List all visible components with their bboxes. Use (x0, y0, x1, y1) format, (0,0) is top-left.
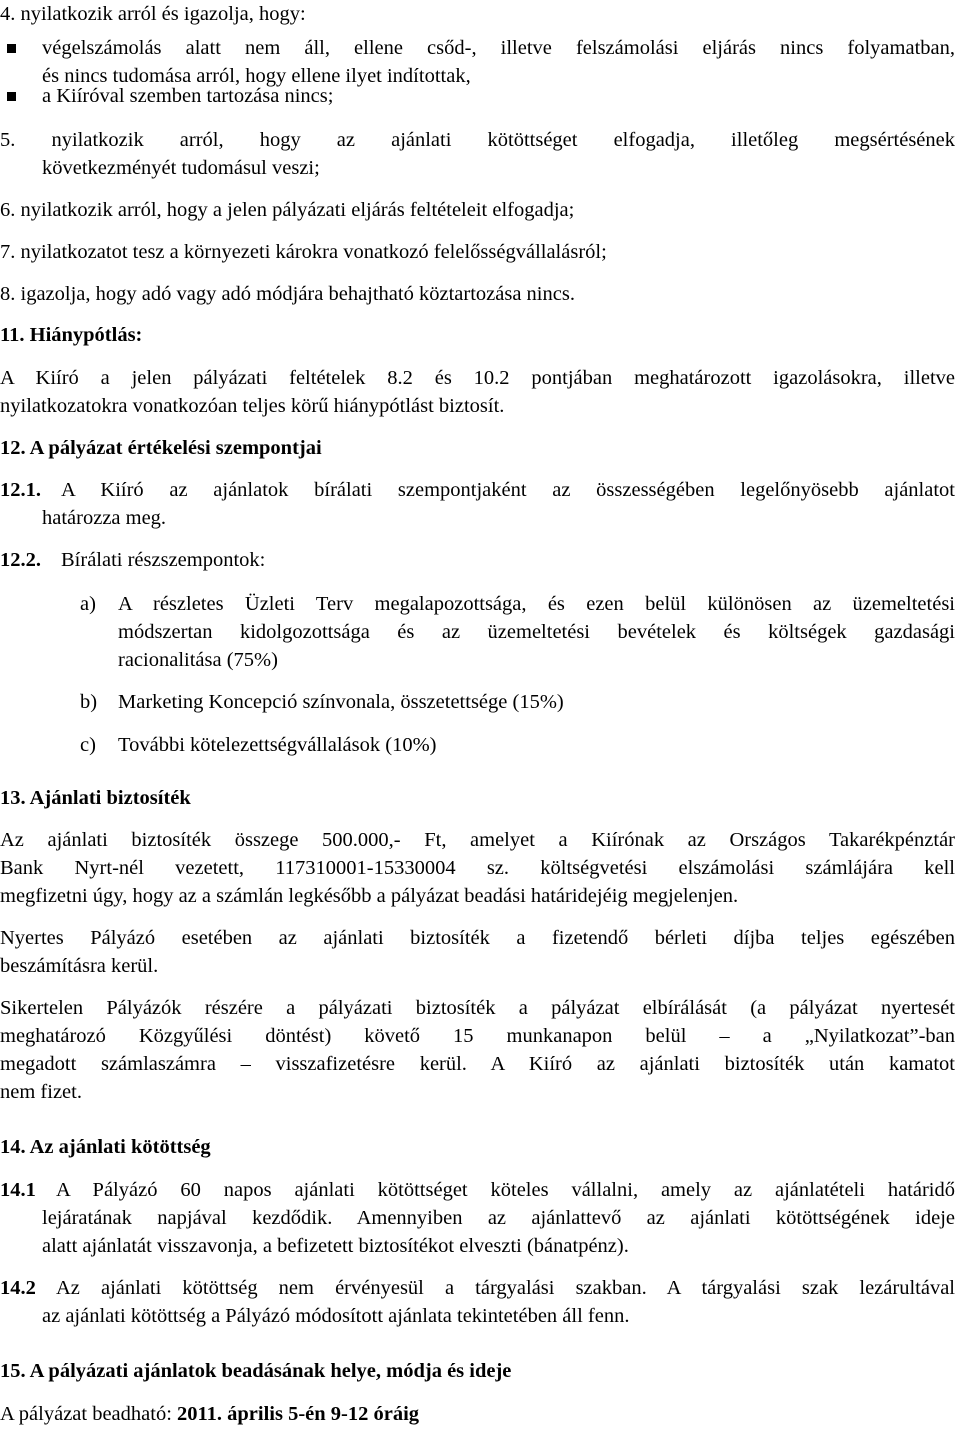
section-13-p3-line-3: megadott számlaszámra – visszafizetésre kerül. A Kiíró az ajánlati biztosíték után kamatot (0, 1053, 955, 1075)
section-13-p2-line-2: beszámításra kerül. (0, 955, 159, 977)
section-13-p1-line-2: Bank Nyrt-nél vezetett, 117310001-15330004 sz. költségvetési elszámolási számlájára kell (0, 857, 955, 879)
criterion-b-letter: b) (80, 691, 98, 713)
bullet-2-line-1: a Kiíróval szemben tartozása nincs; (42, 85, 334, 107)
bullet-square-icon (7, 92, 16, 101)
section-11-line-1: A Kiíró a jelen pályázati feltételek 8.2 és 10.2 pontjában meghatározott igazolásokra, illetve (0, 367, 955, 389)
section-11-line-2: nyilatkozatokra vonatkozóan teljes körű hiánypótlást biztosít. (0, 395, 505, 417)
section-13-p3-line-1: Sikertelen Pályázók részére a pályázati biztosíték a pályázat elbírálását (a pályázat nyertesét (0, 997, 955, 1019)
section-13-p3-line-4: nem fizet. (0, 1081, 82, 1103)
section-13-heading: 13. Ajánlati biztosíték (0, 787, 191, 809)
bullet-1-line-2: és nincs tudomása arról, hogy ellene ilyet indítottak, (42, 65, 471, 87)
item-7-text: 7. nyilatkozatot tesz a környezeti károkra vonatkozó felelősségvállalásról; (0, 241, 607, 263)
submission-deadline (0, 1400, 419, 1428)
section-12-1-number: 12.1. (0, 479, 41, 501)
section-14-1-line-1: A Pályázó 60 napos ajánlati kötöttséget köteles vállalni, amely az ajánlatételi határidő (56, 1179, 955, 1201)
section-13-p2-line-1: Nyertes Pályázó esetében az ajánlati biztosíték a fizetendő bérleti díjba teljes egészében (0, 927, 955, 949)
criterion-a-line-2: módszertan kidolgozottsága és az üzemeltetési bevételek és költségek gazdasági (118, 621, 955, 643)
criterion-c-text: További kötelezettségvállalások (10%) (118, 734, 437, 756)
criterion-c-letter: c) (80, 734, 96, 756)
section-14-1-line-2: lejáratának napjával kezdődik. Amennyiben az ajánlattevő az ajánlati kötöttségének ideje (42, 1207, 955, 1229)
item-5-line-2: következményét tudomásul veszi; (42, 157, 320, 179)
section-12-2-text: Bírálati részszempontok: (61, 549, 266, 571)
section-14-2-line-1: Az ajánlati kötöttség nem érvényesül a tárgyalási szakban. A tárgyalási szak lezárultával (56, 1277, 955, 1299)
section-13-p1-line-3: megfizetni úgy, hogy az a számlán legkésőbb a pályázat beadási határidejéig megjelenjen. (0, 885, 739, 907)
section-14-2-number: 14.2 (0, 1277, 36, 1299)
section-12-2-number: 12.2. (0, 549, 41, 571)
criterion-a-line-3: racionalitása (75%) (118, 649, 278, 671)
item-4-text: 4. nyilatkozik arról és igazolja, hogy: (0, 3, 306, 25)
submission-deadline-value: 2011. április 5-én 9-12 óráig (177, 1403, 420, 1425)
section-12-1-line-2: határozza meg. (42, 507, 167, 529)
section-11-heading: 11. Hiánypótlás: (0, 324, 143, 346)
criterion-a-line-1: A részletes Üzleti Terv megalapozottsága, és ezen belül különösen az üzemeltetési (118, 593, 955, 615)
criterion-b-text: Marketing Koncepció színvonala, összetettsége (15%) (118, 691, 564, 713)
item-8-text: 8. igazolja, hogy adó vagy adó módjára behajtható köztartozása nincs. (0, 283, 575, 305)
section-12-heading: 12. A pályázat értékelési szempontjai (0, 437, 322, 459)
bullet-square-icon (7, 44, 16, 53)
item-5-line-1: 5. nyilatkozik arról, hogy az ajánlati kötöttséget elfogadja, illetőleg megsértésének (0, 129, 955, 151)
section-12-1-line-1: A Kiíró az ajánlatok bírálati szempontjaként az összességében legelőnyösebb ajánlatot (61, 479, 955, 501)
item-6-text: 6. nyilatkozik arról, hogy a jelen pályázati eljárás feltételeit elfogadja; (0, 199, 575, 221)
bullet-1-line-1: végelszámolás alatt nem áll, ellene csőd-, illetve felszámolási eljárás nincs folyamatban, (42, 37, 955, 59)
section-13-p1-line-1: Az ajánlati biztosíték összege 500.000,- Ft, amelyet a Kiírónak az Országos Takarékpénztár (0, 829, 955, 851)
criterion-a-letter: a) (80, 593, 96, 615)
section-14-1-line-3: alatt ajánlatát visszavonja, a befizetett biztosítékot elveszti (bánatpénz). (42, 1235, 629, 1257)
section-15-heading: 15. A pályázati ajánlatok beadásának helye, módja és ideje (0, 1360, 512, 1382)
section-14-heading: 14. Az ajánlati kötöttség (0, 1136, 211, 1158)
section-14-1-number: 14.1 (0, 1179, 36, 1201)
section-13-p3-line-2: meghatározó Közgyűlési döntést) követő 15 munkanapon belül – a „Nyilatkozat”-ban (0, 1025, 955, 1047)
submission-deadline-prefix: A pályázat beadható: (0, 1403, 178, 1425)
section-14-2-line-2: az ajánlati kötöttség a Pályázó módosított ajánlata tekintetében áll fenn. (42, 1305, 630, 1327)
